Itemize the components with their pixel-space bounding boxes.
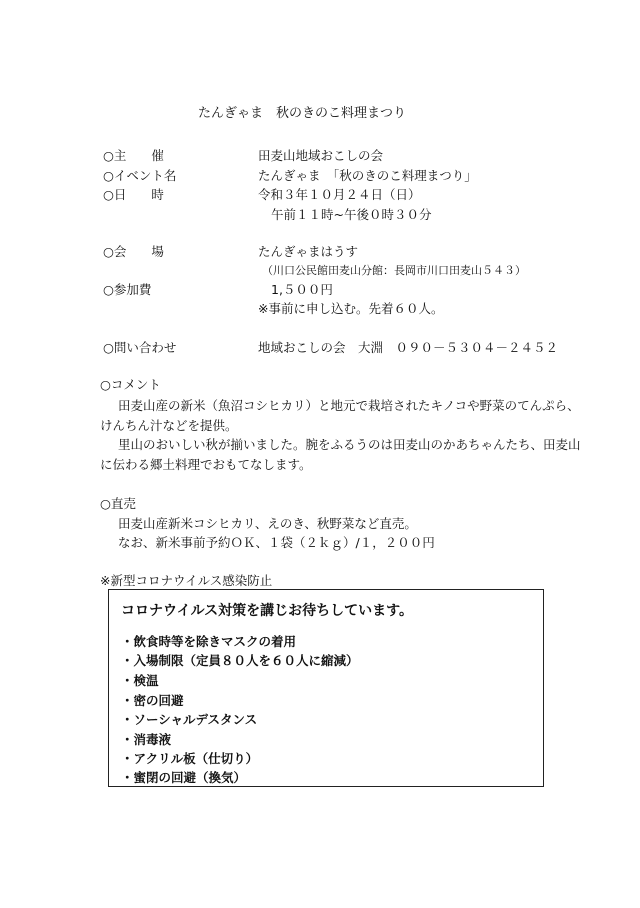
venue-address: （川口公民館田麦山分館：長岡市川口田麦山５４３） — [262, 264, 526, 277]
direct-sale-line: 田麦山産新米コシヒカリ、えのき、秋野菜など直売。 — [118, 516, 417, 531]
covid-item: ・密の回避 — [121, 693, 184, 708]
covid-item: ・入場制限（定員８０人を６０人に縮減） — [121, 653, 359, 668]
venue-label: ○会 場 — [103, 244, 164, 259]
event-value: たんぎゃま 「秋のきのこ料理まつり」 — [258, 168, 477, 183]
fee-label: ○参加費 — [103, 282, 152, 297]
direct-sale-line: なお、新米事前予約ＯＫ、１袋（２ｋｇ）/１，２００円 — [118, 535, 435, 550]
contact-label: ○問い合わせ — [103, 340, 177, 355]
covid-item: ・飲食時等を除きマスクの着用 — [121, 634, 297, 649]
event-label: ○イベント名 — [103, 168, 177, 183]
date-label: ○日 時 — [103, 187, 164, 202]
comment-line: に伝わる郷土料理でおもてなします。 — [100, 457, 312, 472]
comment-line: 里山のおいしい秋が揃いました。腕をふるうのは田麦山のかあちゃんたち、田麦山 — [118, 437, 581, 452]
covid-heading: ※新型コロナウイルス感染防止 — [100, 573, 273, 588]
page-title: たんぎゃま 秋のきのこ料理まつり — [198, 106, 407, 121]
organizer-label: ○主 催 — [103, 148, 164, 163]
covid-measures-box — [108, 589, 544, 787]
comment-line: けんちん汁などを提供。 — [100, 418, 238, 433]
covid-item: ・蜜閉の回避（換気） — [121, 770, 247, 785]
covid-item: ・検温 — [121, 673, 159, 688]
covid-item: ・消毒液 — [121, 732, 172, 747]
fee-value: 1,５００円 — [271, 282, 333, 297]
time-value: 午前１１時~午後０時３０分 — [271, 207, 432, 222]
covid-box-title: コロナウイルス対策を講じお待ちしています。 — [121, 603, 414, 619]
covid-item: ・アクリル板（仕切り） — [121, 751, 259, 766]
fee-note: ※事前に申し込む。先着６０人。 — [258, 301, 444, 316]
contact-value: 地域おこしの会 大淵 ０９０－５３０４－２４５２ — [258, 340, 559, 355]
venue-value: たんぎゃまはうす — [258, 244, 359, 259]
direct-sale-heading: ○直売 — [100, 496, 136, 511]
comment-heading: ○コメント — [100, 377, 161, 392]
date-value: 令和３年１０月２４日（日） — [258, 187, 421, 202]
covid-item: ・ソーシャルデスタンス — [121, 712, 258, 727]
organizer-value: 田麦山地域おこしの会 — [258, 148, 384, 163]
comment-line: 田麦山産の新米（魚沼コシヒカリ）と地元で栽培されたキノコや野菜のてんぷら、 — [118, 398, 580, 413]
